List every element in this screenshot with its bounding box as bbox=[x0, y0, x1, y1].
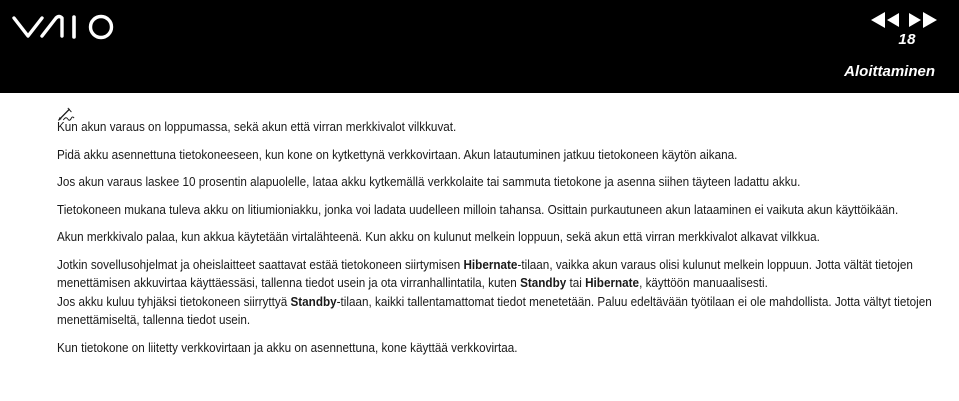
page-number: 18 bbox=[898, 31, 916, 48]
paragraph-6 bbox=[57, 256, 937, 293]
paragraph-2: Pidä akku asennettuna tietokoneeseen, kun kone on kytkettynä verkkovirtaan. Akun latautuminen jatkuu tietokoneen käytön aikana. bbox=[57, 146, 738, 162]
text-run: -tilaan, kaikki tallentamattomat tiedot menetetään. Paluu edeltävään työtilaan ei ole mahdollista. Jotta vältyt tietojen menettämiseltä, tallenna tiedot usein. bbox=[57, 293, 932, 327]
bold-term-standby: Standby bbox=[520, 275, 567, 290]
text-run: -tilaan, vaikka akun varaus olisi kulunut melkein loppuun. Jotta vältät tietojen menettämisen akkuvirtaa käyttäessäsi, tallenna tiedot usein ja ota virranhallintatila, kuten bbox=[57, 256, 913, 290]
document-body bbox=[57, 106, 937, 366]
page-header bbox=[0, 0, 959, 93]
bold-term-standby: Standby bbox=[290, 293, 337, 309]
paragraph-3: Jos akun varaus laskee 10 prosentin alapuolelle, lataa akku kytkemällä verkkolaite tai sammuta tietokone ja asenna siihen täyteen ladattu akku. bbox=[57, 174, 801, 189]
vaio-logo bbox=[12, 12, 124, 42]
paragraph-1: Kun akun varaus on loppumassa, sekä akun että virran merkkivalot vilkkuvat. bbox=[57, 119, 457, 134]
text-run: , käyttöön manuaalisesti. bbox=[639, 275, 768, 290]
arrow-left-icon[interactable] bbox=[871, 12, 901, 28]
text-run: Jos akku kuluu tyhjäksi tietokoneen siirryttyä bbox=[57, 293, 291, 309]
paragraph-5: Akun merkkivalo palaa, kun akkua käytetään virtalähteenä. Kun akku on kulunut melkein loppuun, sekä akun että virran merkkivalot alkavat vilkkua. bbox=[57, 229, 820, 244]
paragraph-7 bbox=[57, 293, 937, 330]
paragraph-4: Tietokoneen mukana tuleva akku on litiumioniakku, jonka voi ladata uudelleen milloin tahansa. Osittain purkautuneen akun lataaminen ei vaikuta akun käyttöikään. bbox=[57, 201, 899, 217]
text-run: tai bbox=[566, 275, 586, 290]
arrow-right-icon[interactable] bbox=[909, 12, 937, 28]
bold-term-hibernate: Hibernate bbox=[585, 275, 640, 290]
text-run: Jotkin sovellusohjelmat ja oheislaitteet saattavat estää tietokoneen siirtymisen bbox=[57, 256, 464, 272]
page-navigation bbox=[871, 10, 937, 30]
bold-term-hibernate: Hibernate bbox=[463, 256, 518, 272]
paragraph-8: Kun tietokone on liitetty verkkovirtaan ja akku on asennettuna, kone käyttää verkkovirtaa. bbox=[57, 339, 518, 355]
section-title: Aloittaminen bbox=[844, 63, 935, 80]
